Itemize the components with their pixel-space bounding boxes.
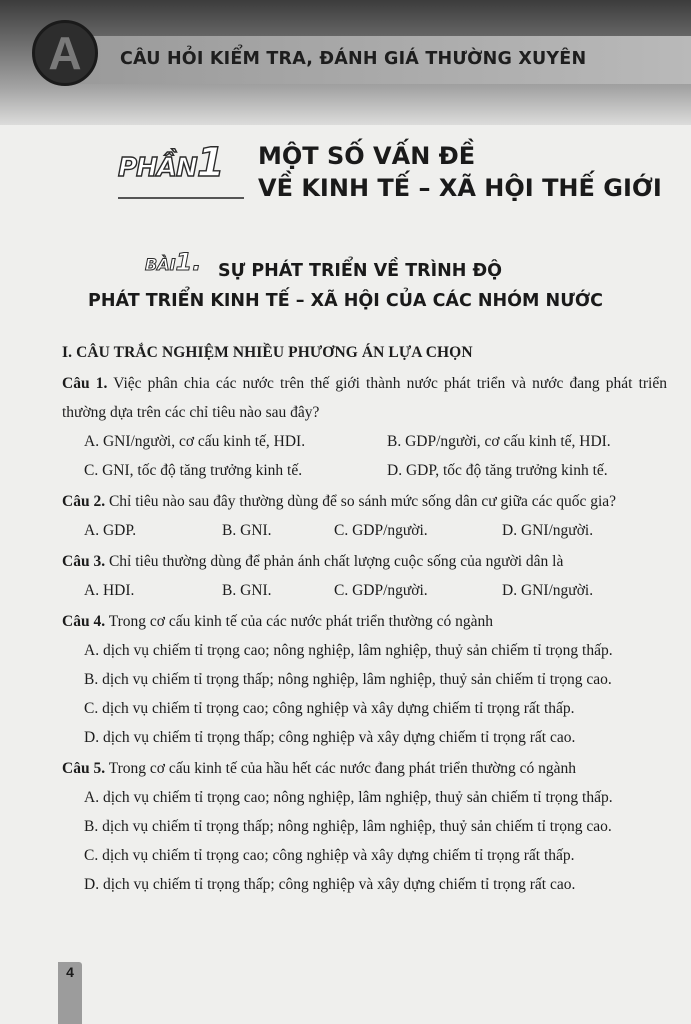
question-stem xyxy=(62,547,667,576)
part-title xyxy=(258,140,662,204)
question-label: Câu 1. xyxy=(62,375,108,392)
option-c: C. GDP/người. xyxy=(334,582,428,599)
question-5 xyxy=(62,754,667,899)
option-b: B. dịch vụ chiếm tỉ trọng thấp; nông nghiệp, lâm nghiệp, thuỷ sản chiếm tỉ trọng cao. xyxy=(84,671,612,688)
option-c: C. dịch vụ chiếm tỉ trọng cao; công nghiệp và xây dựng chiếm tỉ trọng rất thấp. xyxy=(84,700,575,717)
question-text: Trong cơ cấu kinh tế của hầu hết các nước đang phát triển thường có ngành xyxy=(108,760,577,777)
lesson-label xyxy=(145,248,201,276)
part-title-line-1: MỘT SỐ VẤN ĐỀ xyxy=(258,142,476,170)
question-text: Chỉ tiêu nào sau đây thường dùng để so sánh mức sống dân cư giữa các quốc gia? xyxy=(108,493,617,510)
question-4 xyxy=(62,607,667,752)
question-label: Câu 4. xyxy=(62,613,106,630)
question-label: Câu 3. xyxy=(62,553,106,570)
option-a: A. dịch vụ chiếm tỉ trọng cao; nông nghiệp, lâm nghiệp, thuỷ sản chiếm tỉ trọng thấp. xyxy=(84,789,613,806)
option-d: D. dịch vụ chiếm tỉ trọng thấp; công nghiệp và xây dựng chiếm tỉ trọng rất cao. xyxy=(84,876,576,893)
part-title-line-2: VỀ KINH TẾ – XÃ HỘI THẾ GIỚI xyxy=(258,174,662,202)
question-3 xyxy=(62,547,667,605)
option-d: D. GDP, tốc độ tăng trưởng kinh tế. xyxy=(387,462,608,479)
section-heading: I. CÂU TRẮC NGHIỆM NHIỀU PHƯƠNG ÁN LỰA CHỌN xyxy=(62,344,473,361)
option-a: A. HDI. xyxy=(84,582,135,599)
question-1 xyxy=(62,369,667,485)
header-title: CÂU HỎI KIỂM TRA, ĐÁNH GIÁ THƯỜNG XUYÊN xyxy=(120,49,587,69)
option-c: C. GNI, tốc độ tăng trưởng kinh tế. xyxy=(84,462,303,479)
question-stem xyxy=(62,369,667,427)
question-text: Trong cơ cấu kinh tế của các nước phát triển thường có ngành xyxy=(108,613,493,630)
lesson-label-word: BÀI xyxy=(145,255,176,274)
question-label: Câu 2. xyxy=(62,493,106,510)
option-c: C. GDP/người. xyxy=(334,522,428,539)
option-b: B. GNI. xyxy=(222,582,272,599)
lesson-label-number: 1. xyxy=(175,248,202,276)
question-text: Chỉ tiêu thường dùng để phản ánh chất lượng cuộc sống của người dân là xyxy=(108,553,564,570)
option-b: B. GDP/người, cơ cấu kinh tế, HDI. xyxy=(387,433,611,450)
question-label: Câu 5. xyxy=(62,760,106,777)
lesson-title-line-1: SỰ PHÁT TRIỂN VỀ TRÌNH ĐỘ xyxy=(218,261,503,281)
lesson-title-line-2: PHÁT TRIỂN KINH TẾ – XÃ HỘI CỦA CÁC NHÓM NƯỚC xyxy=(88,291,603,311)
page-number: 4 xyxy=(66,964,74,980)
part-label-underline xyxy=(118,197,244,199)
question-content xyxy=(62,338,667,899)
options xyxy=(62,516,667,545)
option-a: A. dịch vụ chiếm tỉ trọng cao; nông nghiệp, lâm nghiệp, thuỷ sản chiếm tỉ trọng thấp. xyxy=(84,642,613,659)
option-a: A. GNI/người, cơ cấu kinh tế, HDI. xyxy=(84,433,306,450)
option-b: B. GNI. xyxy=(222,522,272,539)
question-stem xyxy=(62,607,667,636)
part-label-word: PHẦN xyxy=(118,153,197,183)
option-a: A. GDP. xyxy=(84,522,137,539)
option-d: D. GNI/người. xyxy=(502,582,594,599)
part-label-number: 1 xyxy=(196,140,224,186)
question-stem xyxy=(62,487,667,516)
question-text: Việc phân chia các nước trên thế giới thành nước phát triển và nước đang phát triển thường dựa trên các chỉ tiêu nào sau đây? xyxy=(62,375,667,421)
section-badge xyxy=(32,20,98,86)
options xyxy=(62,576,667,605)
options xyxy=(62,427,667,485)
section-badge-letter: A xyxy=(48,27,82,79)
option-b: B. dịch vụ chiếm tỉ trọng thấp; nông nghiệp, lâm nghiệp, thuỷ sản chiếm tỉ trọng cao. xyxy=(84,818,612,835)
option-c: C. dịch vụ chiếm tỉ trọng cao; công nghiệp và xây dựng chiếm tỉ trọng rất thấp. xyxy=(84,847,575,864)
part-label xyxy=(118,140,224,186)
question-stem xyxy=(62,754,667,783)
question-2 xyxy=(62,487,667,545)
option-d: D. dịch vụ chiếm tỉ trọng thấp; công nghiệp và xây dựng chiếm tỉ trọng rất cao. xyxy=(84,729,576,746)
option-d: D. GNI/người. xyxy=(502,522,594,539)
